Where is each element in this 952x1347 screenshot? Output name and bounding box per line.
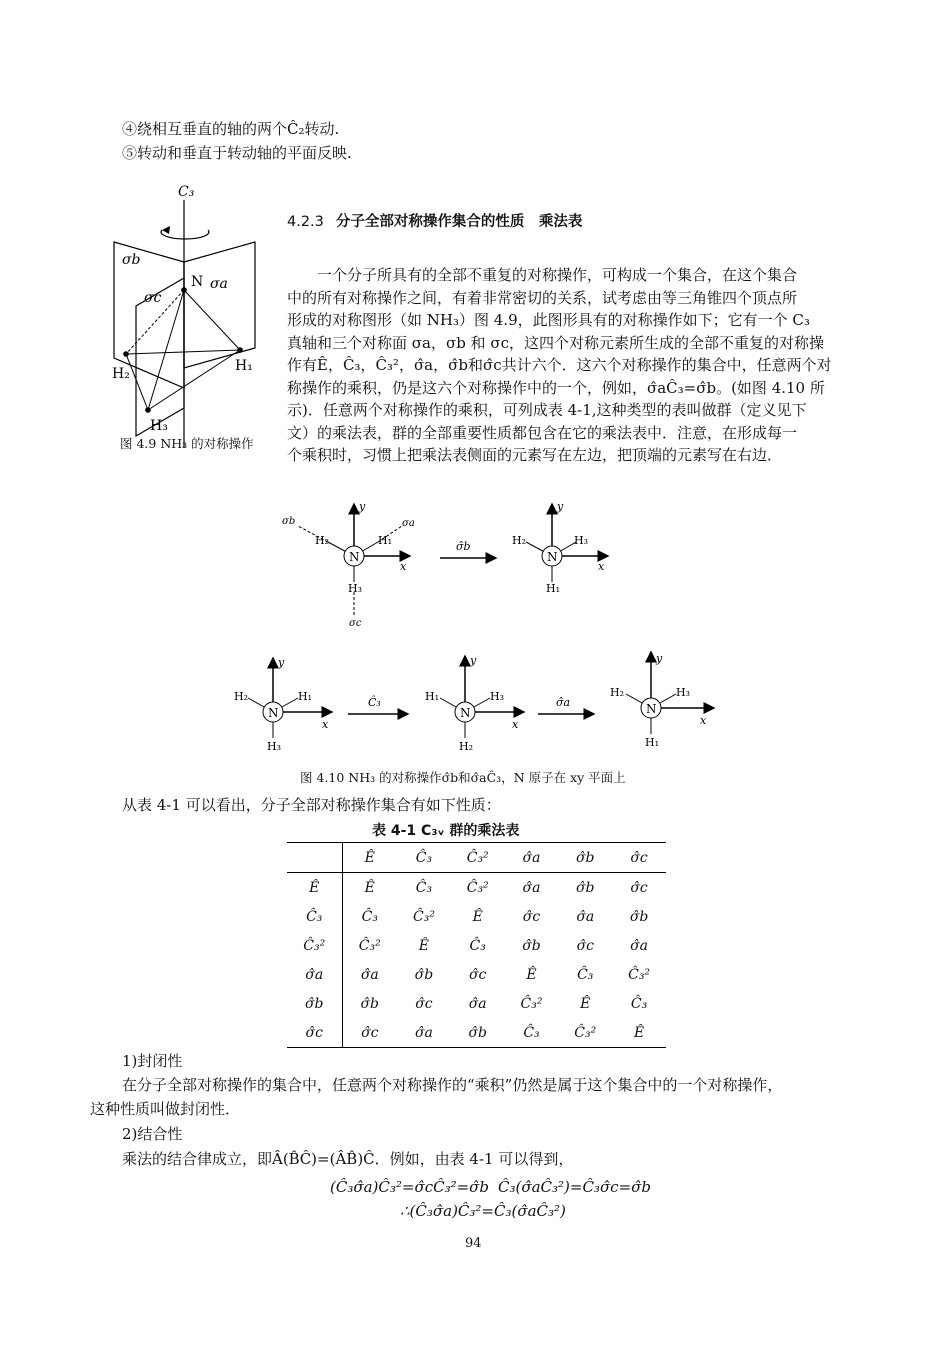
- figure-4-10-row2: [220, 648, 740, 758]
- figure-4-10-row1: [260, 492, 740, 628]
- svg-text:N: N: [268, 706, 279, 720]
- table-cell: Ê: [418, 937, 430, 954]
- table-cell: σ̂b: [629, 908, 649, 925]
- closure-line-2: 这种性质叫做封闭性．: [90, 1100, 241, 1118]
- page-number: 94: [465, 1236, 482, 1251]
- table-cell: Ĉ₃: [630, 995, 648, 1012]
- table-header-cell: σ̂b: [558, 843, 612, 873]
- figure-4-9: [100, 178, 280, 458]
- op-sigma-a: σ̂a: [556, 696, 571, 709]
- table-cell: σ̂a: [397, 1018, 451, 1048]
- table-title: 表 4-1 C₃ᵥ 群的乘法表: [372, 823, 520, 839]
- table-cell: Ĉ₃²: [287, 931, 342, 960]
- table-header-cell: σ̂c: [612, 843, 666, 873]
- svg-text:H₁: H₁: [645, 736, 660, 749]
- table-header-cell: [287, 843, 342, 873]
- table-cell: σ̂b: [576, 879, 595, 896]
- svg-text:x: x: [512, 718, 519, 731]
- h2-label: H₂: [112, 366, 130, 382]
- svg-text:H₃: H₃: [574, 534, 589, 547]
- para-line: 个乘积时，习惯上把乘法表侧面的元素写在左边，把顶端的元素写在右边．: [287, 446, 783, 464]
- svg-text:σb: σb: [282, 516, 296, 527]
- table-cell: σ̂a: [287, 960, 342, 989]
- closure-heading: 1)封闭性: [122, 1052, 183, 1070]
- table-row: [287, 902, 666, 931]
- para-line: 真轴和三个对称面 σa，σb 和 σc，这四个对称元素所生成的全部不重复的对称操: [287, 333, 824, 352]
- svg-text:σa: σa: [402, 518, 415, 529]
- para-line: 中的所有对称操作之间，有着非常密切的关系，试考虑由等三角锥四个顶点所: [287, 288, 798, 307]
- table-header-row: [287, 843, 666, 873]
- assoc-line-1: 乘法的结合律成立，即Â(B̂Ĉ)=(ÂB̂)Ĉ．例如，由表 4-1 可以得到，: [122, 1150, 574, 1168]
- figure-4-9-caption: 图 4.9 NH₃ 的对称操作: [120, 436, 254, 451]
- svg-text:N: N: [646, 702, 657, 716]
- sigma-a-label: σa: [210, 276, 228, 292]
- table-cell: Ê: [580, 995, 591, 1012]
- h1-label: H₁: [235, 358, 253, 374]
- svg-text:H₂: H₂: [512, 534, 527, 547]
- table-cell: σ̂b: [360, 995, 380, 1012]
- assoc-heading: 2)结合性: [122, 1125, 183, 1143]
- table-cell: Ĉ₃: [577, 966, 594, 983]
- table-cell: σ̂c: [576, 937, 594, 954]
- table-cell: Ĉ₃²: [466, 879, 489, 896]
- table-cell: Ĉ₃²: [558, 1018, 612, 1048]
- table-header-cell: Ĉ₃: [397, 843, 451, 873]
- sigma-b-label: σb: [122, 252, 141, 268]
- svg-text:y: y: [470, 654, 477, 667]
- svg-text:H₂: H₂: [459, 740, 474, 753]
- svg-text:N: N: [547, 550, 558, 564]
- table-cell: σ̂c: [522, 908, 541, 925]
- table-row: [287, 873, 666, 903]
- svg-text:x: x: [322, 718, 329, 731]
- table-cell: σ̂b: [451, 1018, 505, 1048]
- molecule-2: [512, 500, 608, 595]
- sigma-c-label: σc: [144, 290, 162, 306]
- para-line: 作有Ê，Ĉ₃，Ĉ₃²，σ̂a，σ̂b和σ̂c共计六个．这六个对称操作的集合中，任意两个对: [287, 356, 832, 374]
- table-cell: Ĉ₃²: [358, 937, 381, 954]
- table-cell: Ĉ₃²: [520, 995, 543, 1012]
- svg-text:H₃: H₃: [490, 690, 505, 703]
- molecule-5: [610, 652, 714, 749]
- table-cell: σ̂c: [342, 1018, 397, 1048]
- table-cell: σ̂c: [287, 1018, 342, 1048]
- para-line: 示)．任意两个对称操作的乘积，可列成表 4-1,这种类型的表叫做群（定义见下: [287, 401, 807, 419]
- table-cell: Ĉ₃: [469, 937, 486, 954]
- table-cell: Ĉ₃: [287, 902, 342, 931]
- svg-text:y: y: [557, 500, 564, 513]
- svg-text:H₁: H₁: [378, 534, 393, 547]
- para-line: 称操作的乘积，仍是这六个对称操作中的一个，例如，σ̂aĈ₃=σ̂b。(如图 4.10 所: [287, 378, 825, 397]
- table-cell: σ̂c: [469, 966, 487, 983]
- assoc-eq-1: (Ĉ₃σ̂a)Ĉ₃²=σ̂cĈ₃²=σ̂b: [330, 1178, 490, 1196]
- from-table-text: 从表 4-1 可以看出，分子全部对称操作集合有如下性质：: [122, 796, 501, 814]
- section-title: 分子全部对称操作集合的性质 乘法表: [335, 214, 583, 230]
- table-cell: Ĉ₃: [361, 908, 378, 925]
- svg-text:H₂: H₂: [610, 686, 625, 699]
- molecule-3: [234, 656, 332, 753]
- table-row: [287, 960, 666, 989]
- table-cell: σ̂a: [630, 937, 649, 954]
- assoc-eq-2: Ĉ₃(σ̂aĈ₃²)=Ĉ₃σ̂c=σ̂b: [498, 1178, 651, 1196]
- table-header-cell: Ê: [342, 843, 397, 873]
- table-cell: σ̂c: [630, 879, 648, 896]
- c3-label: C₃: [178, 184, 195, 200]
- table-cell: Ê: [526, 966, 537, 983]
- section-number: 4.2.3: [287, 214, 324, 230]
- table-header-cell: σ̂a: [505, 843, 559, 873]
- table-cell: Ê: [364, 879, 375, 896]
- svg-text:y: y: [359, 500, 366, 513]
- table-cell: Ĉ₃: [505, 1018, 559, 1048]
- para-line: 文）的乘法表，群的全部重要性质都包含在它的乘法表中．注意，在形成每一: [287, 423, 798, 442]
- svg-text:H₃: H₃: [676, 686, 691, 699]
- assoc-eq-3: ∴(Ĉ₃σ̂a)Ĉ₃²=Ĉ₃(σ̂aĈ₃²): [400, 1202, 566, 1220]
- svg-text:H₁: H₁: [546, 582, 561, 595]
- item-4: ④绕相互垂直的轴的两个Ĉ₂转动.: [122, 120, 340, 138]
- n-label: N: [191, 274, 204, 290]
- svg-text:y: y: [278, 656, 285, 669]
- closure-line-1: 在分子全部对称操作的集合中，任意两个对称操作的“乘积”仍然是属于这个集合中的一个对称操作，: [122, 1076, 783, 1094]
- table-cell: Ĉ₃²: [628, 966, 651, 983]
- table-cell: σ̂b: [287, 989, 342, 1018]
- svg-text:H₁: H₁: [298, 690, 313, 703]
- molecule-1: [282, 500, 415, 628]
- multiplication-table: [287, 842, 666, 1048]
- table-cell: σ̂b: [522, 937, 541, 954]
- svg-text:H₁: H₁: [425, 690, 440, 703]
- svg-text:x: x: [700, 714, 707, 727]
- table-cell: Ĉ₃²: [412, 908, 435, 925]
- table-cell: σ̂a: [360, 966, 379, 983]
- svg-text:y: y: [656, 652, 663, 665]
- table-cell: σ̂b: [414, 966, 434, 983]
- op-c3: Ĉ₃: [368, 696, 381, 709]
- para-line: 形成的对称图形（如 NH₃）图 4.9，此图形具有的对称操作如下；它有一个 C₃: [287, 311, 810, 329]
- svg-text:H₃: H₃: [267, 740, 282, 753]
- table-cell: Ê: [287, 873, 342, 903]
- svg-text:x: x: [598, 560, 605, 573]
- figure-4-10-caption: 图 4.10 NH₃ 的对称操作σ̂b和σ̂aĈ₃，N 原子在 xy 平面上: [300, 770, 626, 785]
- table-cell: Ê: [612, 1018, 666, 1048]
- svg-text:H₃: H₃: [348, 582, 363, 595]
- svg-text:H₂: H₂: [315, 534, 330, 547]
- table-cell: σ̂c: [415, 995, 433, 1012]
- table-row: [287, 931, 666, 960]
- table-cell: Ê: [472, 908, 483, 925]
- op-sigma-b: σ̂b: [456, 540, 471, 553]
- table-row: [287, 989, 666, 1018]
- para-line: 一个分子所具有的全部不重复的对称操作，可构成一个集合，在这个集合: [317, 266, 798, 284]
- section-heading: [287, 210, 582, 231]
- h3-label: H₃: [150, 418, 168, 434]
- svg-text:H₂: H₂: [234, 690, 249, 703]
- svg-text:N: N: [349, 550, 360, 564]
- molecule-4: [425, 654, 524, 753]
- svg-text:N: N: [460, 706, 471, 720]
- table-header-cell: Ĉ₃²: [451, 843, 505, 873]
- table-cell: σ̂a: [576, 908, 595, 925]
- item-5: ⑤转动和垂直于转动轴的平面反映.: [122, 144, 352, 162]
- plane-sigma-a: [184, 242, 255, 368]
- table-cell: σ̂a: [468, 995, 487, 1012]
- svg-text:x: x: [400, 560, 407, 573]
- table-cell: Ĉ₃: [415, 879, 433, 896]
- svg-text:σc: σc: [349, 618, 362, 628]
- paragraph: [287, 264, 867, 467]
- table-row: [287, 1018, 666, 1048]
- table-cell: σ̂a: [522, 879, 541, 896]
